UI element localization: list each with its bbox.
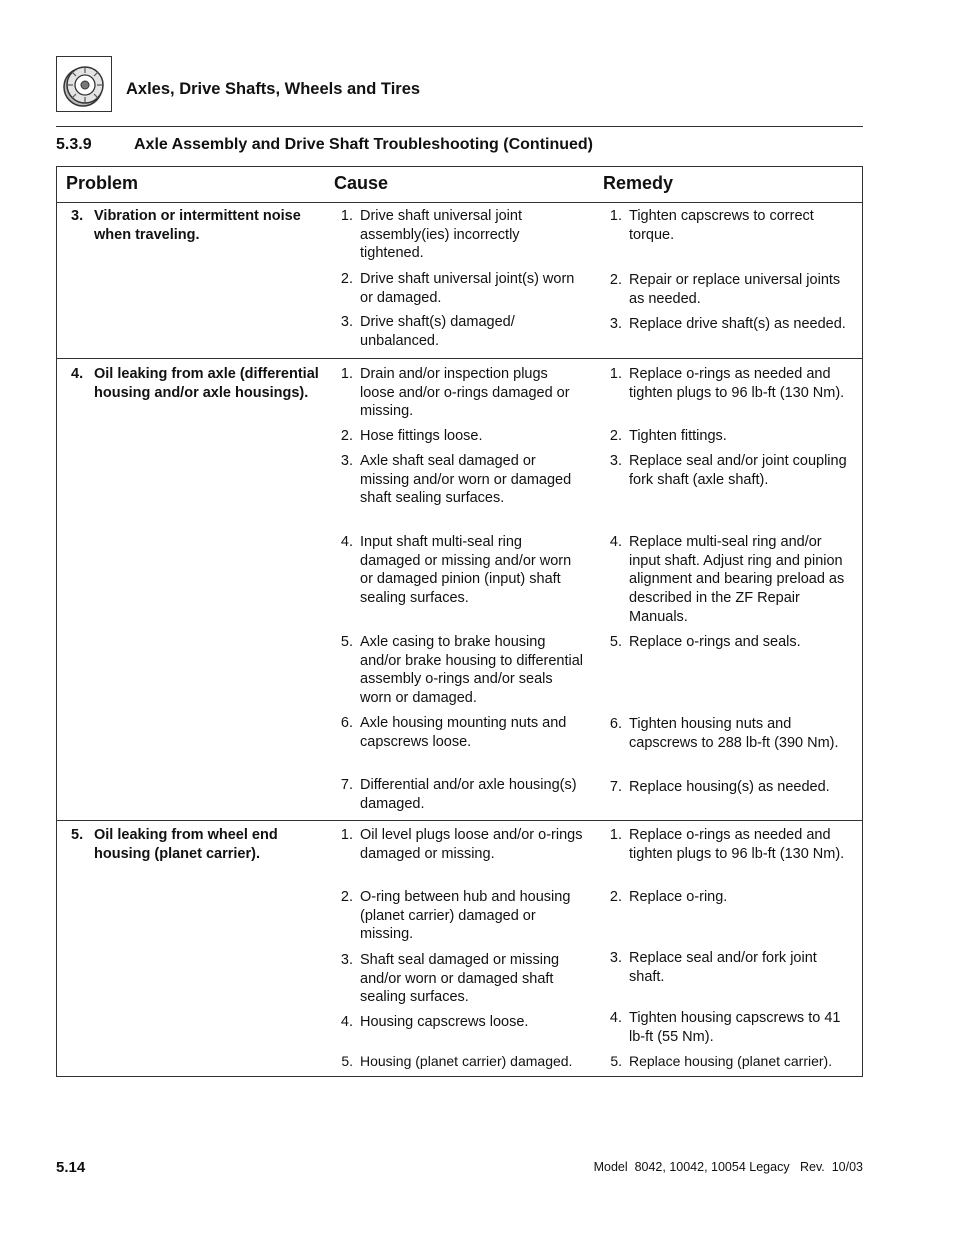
remedy-item: 4. Replace multi-seal ring and/or input shaft. Adjust ring and pinion alignment and bearing preload as described in the ZF Repair Manuals. <box>609 534 845 625</box>
row-divider <box>57 358 862 359</box>
section-title: Axle Assembly and Drive Shaft Troubleshooting (Continued) <box>134 136 594 153</box>
remedy-item: 2. Repair or replace universal joints as needed. <box>609 272 841 307</box>
tire-icon <box>56 56 112 112</box>
cause-item: 3. Shaft seal damaged or missing and/or worn or damaged shaft sealing surfaces. <box>340 952 560 1006</box>
remedy-item: 1. Replace o-rings as needed and tighten plugs to 96 lb-ft (130 Nm). <box>609 366 845 401</box>
remedy-item: 1. Tighten capscrews to correct torque. <box>609 208 814 243</box>
problem-cell: 3. Vibration or intermittent noise when traveling. <box>71 208 301 243</box>
remedy-item: 5. Replace housing (planet carrier). <box>610 1053 833 1069</box>
section-number: 5.3.9 <box>56 136 92 153</box>
row-divider <box>57 820 862 821</box>
remedy-item: 1. Replace o-rings as needed and tighten plugs to 96 lb-ft (130 Nm). <box>609 827 845 862</box>
problem-cell: 5. Oil leaking from wheel end housing (planet carrier). <box>71 827 278 862</box>
cause-item: 6. Axle housing mounting nuts and capscrews loose. <box>340 715 567 750</box>
remedy-item: 4. Tighten housing capscrews to 41 lb-ft (55 Nm). <box>609 1010 841 1045</box>
cause-item: 5. Housing (planet carrier) damaged. <box>341 1053 573 1069</box>
remedy-item: 6. Tighten housing nuts and capscrews to 288 lb-ft (390 Nm). <box>609 716 839 751</box>
remedy-item: 3. Replace drive shaft(s) as needed. <box>609 316 846 332</box>
remedy-item: 2. Replace o-ring. <box>609 889 728 905</box>
cause-item: 1. Oil level plugs loose and/or o-rings damaged or missing. <box>340 827 583 862</box>
cause-item: 2. Hose fittings loose. <box>340 428 483 444</box>
header-divider <box>57 202 862 203</box>
remedy-item: 7. Replace housing(s) as needed. <box>609 779 830 795</box>
remedy-item: 3. Replace seal and/or fork joint shaft. <box>609 950 817 985</box>
cause-item: 3. Drive shaft(s) damaged/ unbalanced. <box>340 314 515 349</box>
remedy-item: 3. Replace seal and/or joint coupling fork shaft (axle shaft). <box>609 453 847 488</box>
column-header-cause: Cause <box>334 173 389 193</box>
column-header-problem: Problem <box>66 173 139 193</box>
cause-item: 7. Differential and/or axle housing(s) damaged. <box>340 777 577 812</box>
footer-model: Model 8042, 10042, 10054 Legacy Rev. 10/03 <box>593 1160 863 1174</box>
troubleshooting-table <box>56 166 863 1077</box>
problem-cell: 4. Oil leaking from axle (differential housing and/or axle housings). <box>71 366 319 401</box>
cause-item: 4. Input shaft multi-seal ring damaged or missing and/or worn or damaged pinion (input) shaft sealing surfaces. <box>340 534 572 607</box>
remedy-item: 2. Tighten fittings. <box>609 428 727 444</box>
cause-item: 2. Drive shaft universal joint(s) worn or damaged. <box>340 271 575 306</box>
cause-item: 4. Housing capscrews loose. <box>340 1014 529 1030</box>
column-header-remedy: Remedy <box>603 173 674 193</box>
remedy-item: 5. Replace o-rings and seals. <box>609 634 801 650</box>
cause-item: 3. Axle shaft seal damaged or missing and/or worn or damaged shaft sealing surfaces. <box>340 453 572 507</box>
page-number: 5.14 <box>56 1159 86 1176</box>
header-rule <box>56 126 863 127</box>
cause-item: 1. Drain and/or inspection plugs loose and/or o-rings damaged or missing. <box>340 366 570 420</box>
cause-item: 5. Axle casing to brake housing and/or brake housing to differential assembly o-rings and/or seals worn or damaged. <box>340 634 584 707</box>
header-title: Axles, Drive Shafts, Wheels and Tires <box>126 80 421 98</box>
cause-item: 1. Drive shaft universal joint assembly(ies) incorrectly tightened. <box>340 208 522 262</box>
cause-item: 2. O-ring between hub and housing (planet carrier) damaged or missing. <box>340 889 571 943</box>
